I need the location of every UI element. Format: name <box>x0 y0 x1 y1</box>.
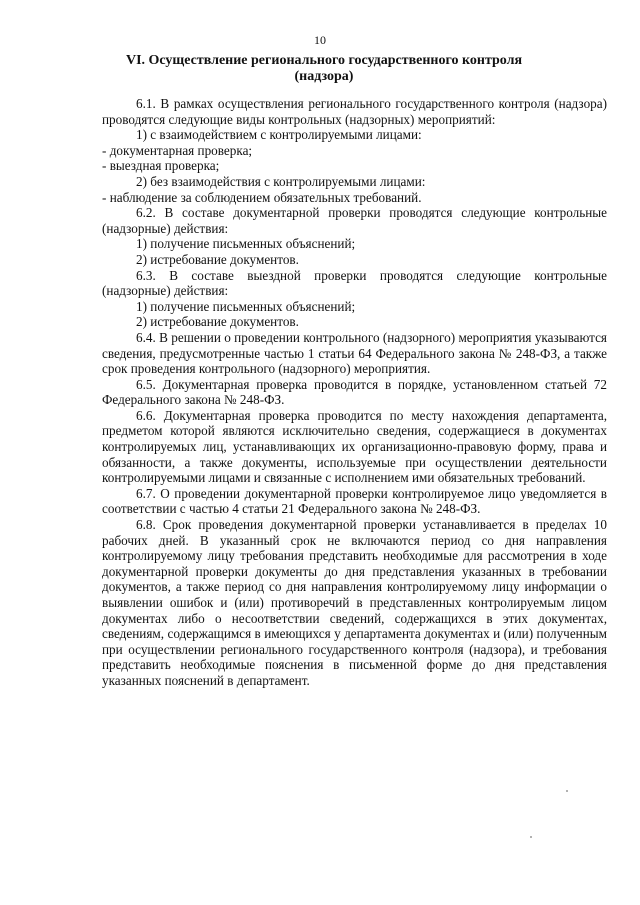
list-item-document-request: 2) истребование документов. <box>136 314 299 330</box>
page-number: 10 <box>314 33 326 47</box>
list-item-documentary-check: - документарная проверка; <box>102 142 253 158</box>
paragraph-6-4: 6.4. В решении о проведении контрольного (надзорного) мероприятия указываются сведения, предусмотренные частью 1 статьи 64 Федерального закона № 248-ФЗ, а также срок проведения контрольного (надзорного) мероприятия. <box>102 329 607 377</box>
document-body <box>102 96 607 689</box>
paragraph-6-7: 6.7. О проведении документарной проверки контролируемое лицо уведомляется в соответствии с частью 4 статьи 21 Федерального закона № 248-ФЗ. <box>102 485 607 517</box>
paragraph-6-5: 6.5. Документарная проверка проводится в порядке, установленном статьей 72 Федерального закона № 248-ФЗ. <box>102 376 607 408</box>
list-item-with-interaction: 1) с взаимодействием с контролируемыми лицами: <box>136 127 422 143</box>
section-title: VI. Осуществление регионального государственного контроля (надзора) <box>125 53 523 84</box>
paragraph-6-3: 6.3. В составе выездной проверки проводятся следующие контрольные (надзорные) действия: <box>102 267 607 299</box>
scan-speck <box>530 836 532 838</box>
paragraph-6-8: 6.8. Срок проведения документарной проверки устанавливается в пределах 10 рабочих дней. В указанный срок не включаются период со дня направления контролируемому лицу требования представить необходимые для рассмотрения в ходе документарной проверки документы до дня представления указанных в требовании документов, а также период со дня направления контролируемому лицу информации о выявлении ошибок и (или) противоречий в представленных контролируемым лицом документах либо о несоответствии сведений, содержащихся в этих документах, сведениям, содержащимся в имеющихся у департамента документах и (или) полученным при осуществлении регионального государственного контроля (надзора), и требования представить необходимые пояснения в письменной форме до дня представления указанных пояснений в департамент. <box>102 517 607 688</box>
list-item-written-explanations: 1) получение письменных объяснений; <box>136 236 356 252</box>
list-item-written-explanations: 1) получение письменных объяснений; <box>136 298 356 314</box>
paragraph-6-1: 6.1. В рамках осуществления регионального государственного контроля (надзора) проводятся следующие виды контрольных (надзорных) мероприятий: <box>102 96 607 127</box>
list-item-without-interaction: 2) без взаимодействия с контролируемыми лицами: <box>136 173 426 189</box>
list-item-document-request: 2) истребование документов. <box>136 251 299 267</box>
list-item-observation: - наблюдение за соблюдением обязательных требований. <box>102 189 422 205</box>
scan-speck <box>566 790 568 792</box>
list-item-field-check: - выездная проверка; <box>102 158 220 174</box>
paragraph-6-2: 6.2. В составе документарной проверки проводятся следующие контрольные (надзорные) действия: <box>102 205 607 236</box>
paragraph-6-6: 6.6. Документарная проверка проводится по месту нахождения департамента, предметом которой являются исключительно сведения, содержащиеся в документах контролируемых лиц, устанавливающих их организационно-правовую форму, права и обязанности, а также документы, используемые при осуществлении деятельности контролируемыми лицами и связанные с исполнением ими обязательных требований. <box>102 407 607 486</box>
